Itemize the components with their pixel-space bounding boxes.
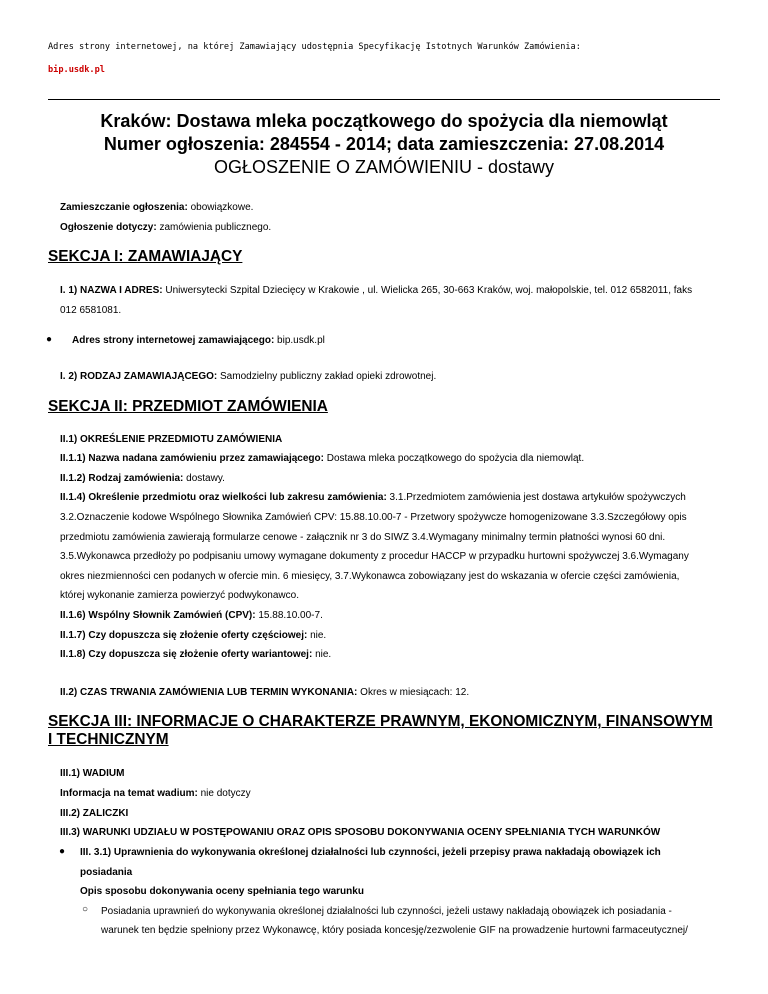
order-desc-line: II.1.4) Określenie przedmiotu oraz wielkości lub zakresu zamówienia: 3.1.Przedmiotem zamówienia jest dostawa artykułów spożywczych <box>60 492 686 503</box>
permissions-line-2: posiadania <box>80 867 133 878</box>
circle-bullet-icon: ○ <box>82 904 89 915</box>
wadium-line: Informacja na temat wadium: nie dotyczy <box>60 788 251 799</box>
siwz-link[interactable]: bip.usdk.pl <box>48 65 105 75</box>
placement-line <box>60 202 253 213</box>
wadium-heading: III.1) WADIUM <box>60 768 125 779</box>
duration-line: II.2) CZAS TRWANIA ZAMÓWIENIA LUB TERMIN WYKONANIA: Okres w miesiącach: 12. <box>60 687 470 698</box>
notice-number: Numer ogłoszenia: 284554 - 2014; data zamieszczenia: 27.08.2014 <box>103 134 665 154</box>
concerns-label: Ogłoszenie dotyczy: <box>60 222 157 233</box>
concerns-value: zamówienia publicznego. <box>156 222 272 233</box>
buyer-web-value: bip.usdk.pl <box>274 335 325 346</box>
partial-offer-line: II.1.7) Czy dopuszcza się złożenie oferty częściowej: nie. <box>60 630 327 641</box>
concerns-line <box>60 222 271 233</box>
buyer-type-value: Samodzielny publiczny zakład opieki zdrowotnej. <box>217 371 437 382</box>
buyer-name-line <box>60 285 692 296</box>
order-desc-line-6: której wykonanie zamierza powierzyć podwykonawco. <box>60 590 299 601</box>
variant-offer-line: II.1.8) Czy dopuszcza się złożenie oferty wariantowej: nie. <box>60 649 332 660</box>
permissions-line: III. 3.1) Uprawnienia do wykonywania określonej działalności lub czynności, jeżeli przepisy prawa nakładają obowiązek ich <box>80 847 661 858</box>
section-1-heading: SEKCJA I: ZAMAWIAJĄCY <box>48 248 243 265</box>
notice-type: OGŁOSZENIE O ZAMÓWIENIU - dostawy <box>213 157 555 177</box>
buyer-web-label: Adres strony internetowej zamawiającego: <box>72 335 275 346</box>
notice-title: Kraków: Dostawa mleka początkowego do spożycia dla niemowląt <box>100 111 668 131</box>
order-desc-line-5: okres niezmienności cen podanych w ofercie min. 6 miesięcy, 3.7.Wykonawca zobowiązany jest do wskazania w ofercie części zamówienia, <box>60 571 680 582</box>
buyer-fax-line: 012 6581081. <box>60 305 122 316</box>
siwz-intro-text: Adres strony internetowej, na której Zamawiający udostępnia Specyfikację Istotnych Warunków Zamówienia: <box>48 42 581 52</box>
order-desc-line-2: 3.2.Oznaczenie kodowe Wspólnego Słownika Zamówień CPV: 15.88.10.00-7 - Przetwory spożywcze homogenizowane 3.3.Szczegółowy opis <box>60 512 687 523</box>
permissions-desc-line: Posiadania uprawnień do wykonywania określonej działalności lub czynności, jeżeli ustawy nakładają obowiązek ich posiadania - <box>101 906 672 917</box>
bullet-icon: ● <box>46 334 53 345</box>
zaliczki-heading: III.2) ZALICZKI <box>60 808 129 819</box>
order-name-line: II.1.1) Nazwa nadana zamówieniu przez zamawiającego: Dostawa mleka początkowego do spożycia dla niemowląt. <box>60 453 585 464</box>
placement-value: obowiązkowe. <box>187 202 254 213</box>
cpv-line: II.1.6) Wspólny Słownik Zamówień (CPV): 15.88.10.00-7. <box>60 610 323 621</box>
divider <box>48 99 720 100</box>
evaluation-heading: Opis sposobu dokonywania oceny spełniania tego warunku <box>80 886 364 897</box>
buyer-type-label: I. 2) RODZAJ ZAMAWIAJĄCEGO: <box>60 371 218 382</box>
order-kind-line: II.1.2) Rodzaj zamówienia: dostawy. <box>60 473 225 484</box>
order-desc-line-4: 3.5.Wykonawca przedłoży po podpisaniu umowy wymagane dokumenty z procedur HACCP w przypadku hurtowni spożywczej 3.6.Wymagany <box>60 551 689 562</box>
placement-label: Zamieszczanie ogłoszenia: <box>60 202 188 213</box>
permissions-desc-line-2: warunek ten będzie spełniony przez Wykonawcę, który posiada koncesję/zezwolenie GIF na prowadzenie hurtowni farmaceutycznej/ <box>101 925 688 936</box>
buyer-type-line <box>60 371 436 382</box>
buyer-name-value: Uniwersytecki Szpital Dziecięcy w Krakowie , ul. Wielicka 265, 30-663 Kraków, woj. małopolskie, tel. 012 6582011, faks <box>162 285 693 296</box>
section-3-heading-2: I TECHNICZNYM <box>48 731 169 748</box>
order-desc-line-3: przedmiotu zamówienia zawierają formularze cenowe - załącznik nr 3 do SIWZ 3.4.Wymagany minimalny termin płatności wynosi 60 dni. <box>60 532 666 543</box>
subject-heading: II.1) OKREŚLENIE PRZEDMIOTU ZAMÓWIENIA <box>60 434 283 445</box>
buyer-name-label: I. 1) NAZWA I ADRES: <box>60 285 163 296</box>
bullet-icon: ● <box>59 846 66 857</box>
section-2-heading: SEKCJA II: PRZEDMIOT ZAMÓWIENIA <box>48 398 328 415</box>
buyer-web-line <box>72 335 325 346</box>
section-3-heading: SEKCJA III: INFORMACJE O CHARAKTERZE PRAWNYM, EKONOMICZNYM, FINANSOWYM <box>48 713 713 730</box>
conditions-heading: III.3) WARUNKI UDZIAŁU W POSTĘPOWANIU ORAZ OPIS SPOSOBU DOKONYWANIA OCENY SPEŁNIANIA TYCH WARUNKÓW <box>60 827 661 838</box>
